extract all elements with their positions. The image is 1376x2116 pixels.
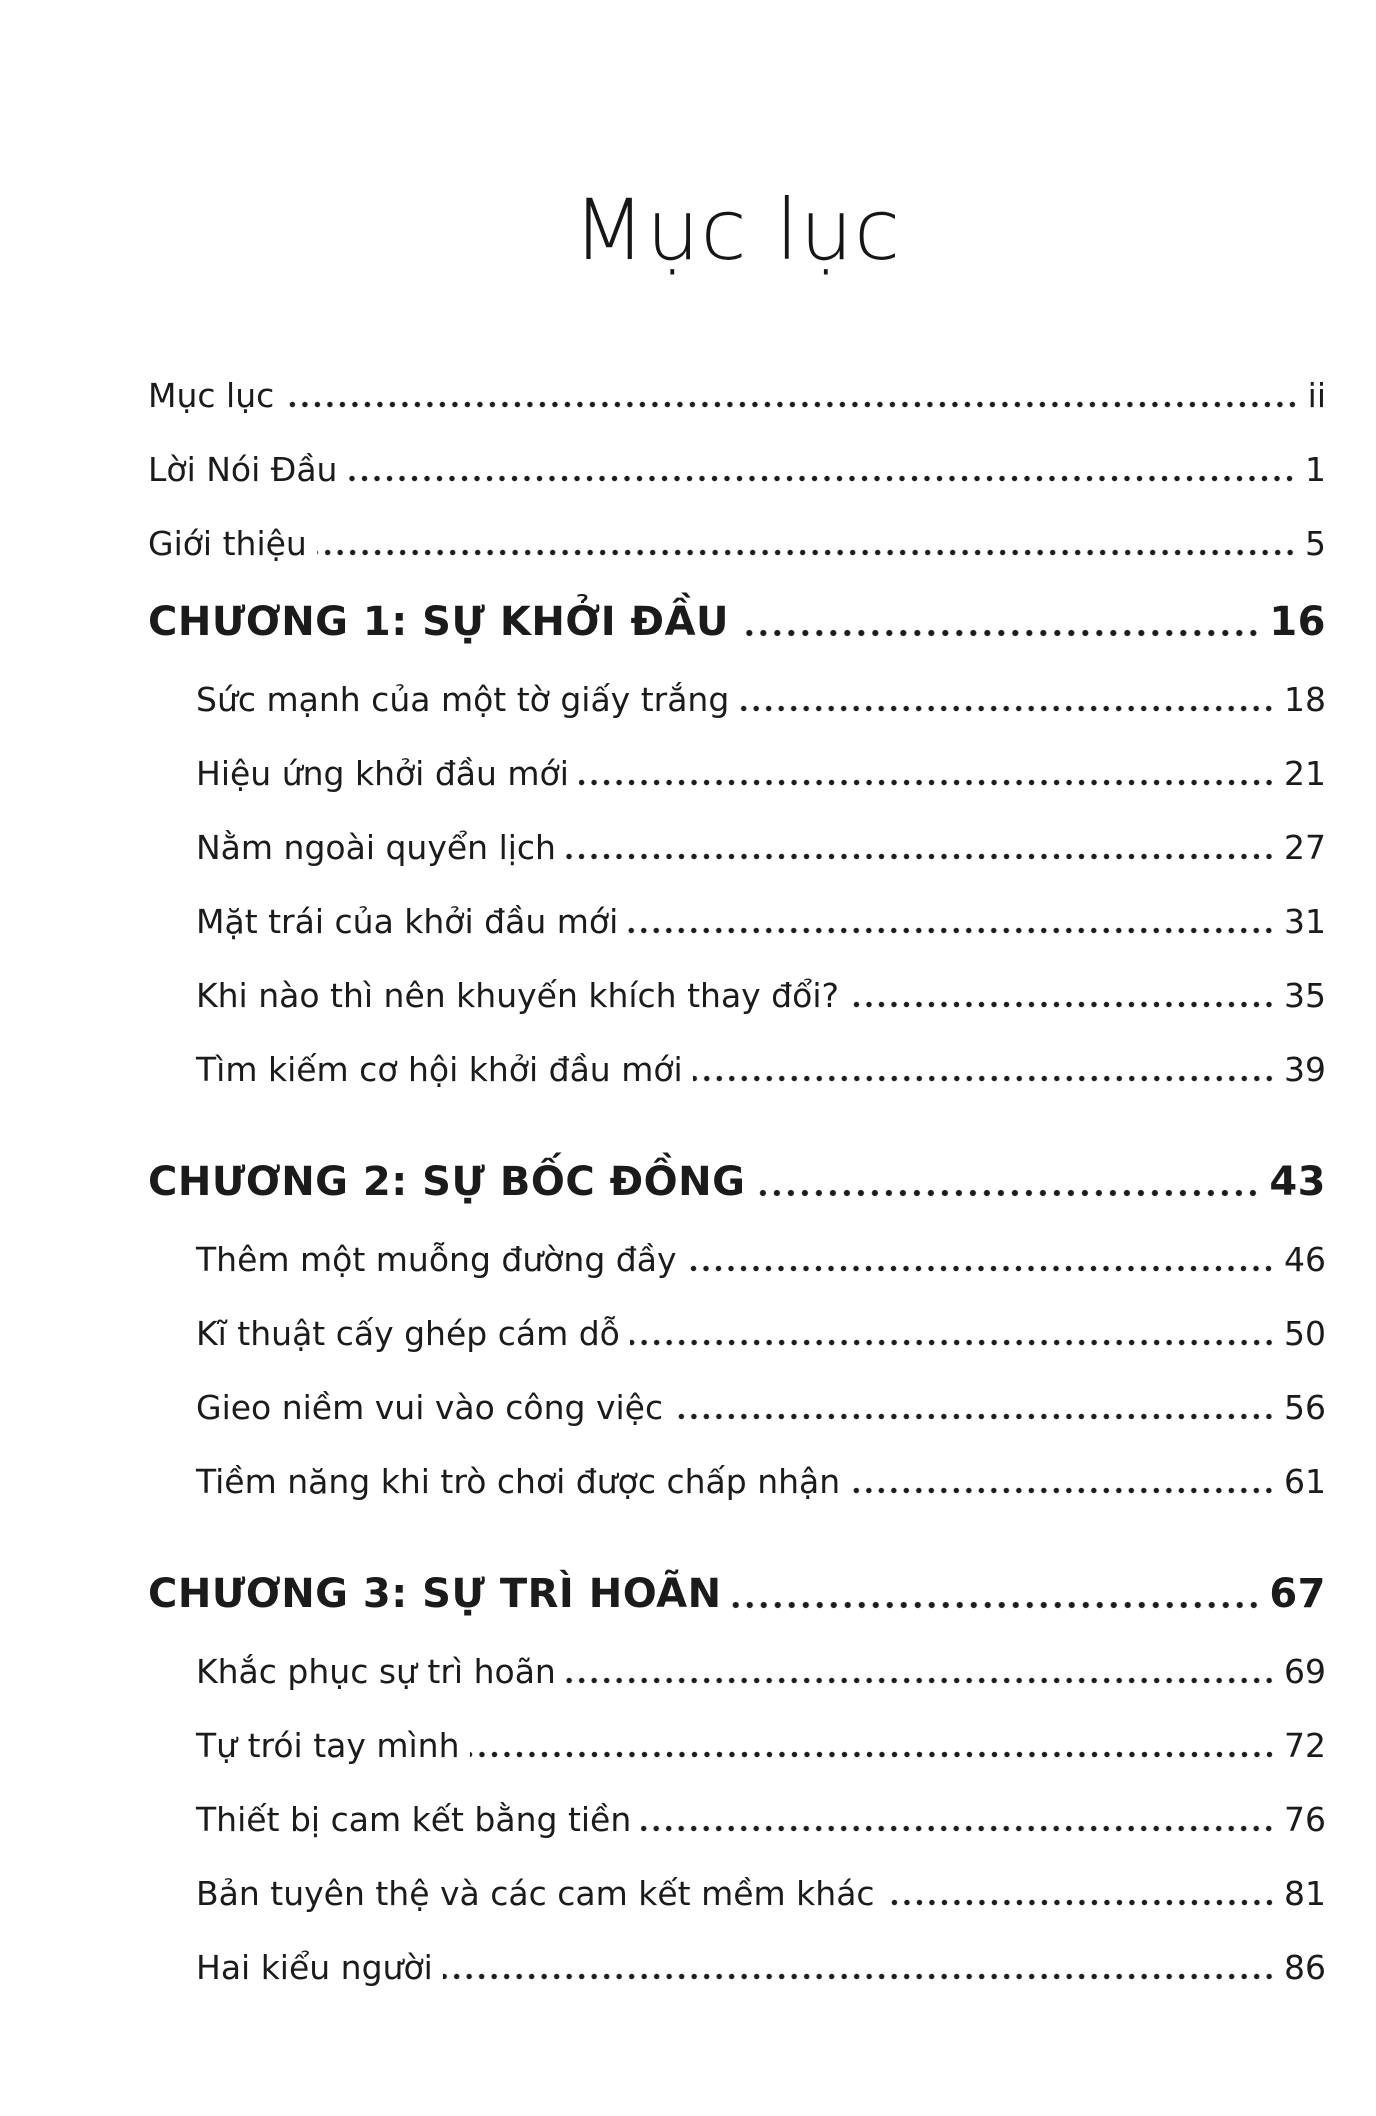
toc-entry <box>148 1314 1326 1354</box>
toc-entry <box>148 1948 1326 1988</box>
toc-entry-label: Hiệu ứng khởi đầu mới <box>196 754 569 794</box>
toc-entry-label: Bản tuyên thệ và các cam kết mềm khác <box>196 1874 875 1914</box>
toc-entry <box>148 450 1326 490</box>
toc-entry-page: 43 <box>1269 1159 1326 1206</box>
toc-entry-label: Tự trói tay mình <box>196 1726 460 1766</box>
toc-entry-label: Giới thiệu <box>148 524 307 564</box>
dot-leader <box>630 1339 1278 1346</box>
dot-leader <box>850 1487 1278 1494</box>
toc-entry-page: 50 <box>1284 1314 1326 1354</box>
toc-entry-page: 18 <box>1284 680 1326 720</box>
toc-entry-label: Thiết bị cam kết bằng tiền <box>196 1800 632 1840</box>
toc-entry <box>148 1158 1326 1206</box>
toc-entry-label: Gieo niềm vui vào công việc <box>196 1388 664 1428</box>
dot-leader <box>347 475 1299 482</box>
toc-entry-page: 27 <box>1284 828 1326 868</box>
dot-leader <box>579 779 1278 786</box>
toc-entry <box>148 524 1326 564</box>
toc-entry-label: Kĩ thuật cấy ghép cám dỗ <box>196 1314 620 1354</box>
toc-entry <box>148 902 1326 942</box>
toc-entry-label: Sức mạnh của một tờ giấy trắng <box>196 680 730 720</box>
page-title: Mục lục <box>572 181 902 279</box>
toc-entry <box>148 976 1326 1016</box>
toc-entry <box>148 1874 1326 1914</box>
dot-leader <box>566 1677 1278 1684</box>
toc-entry-page: 46 <box>1284 1240 1326 1280</box>
toc-entry-page: 16 <box>1269 599 1326 646</box>
toc-entry <box>148 1652 1326 1692</box>
toc-entry <box>148 598 1326 646</box>
toc-entry <box>148 1240 1326 1280</box>
toc-entry-page: 76 <box>1284 1800 1326 1840</box>
toc-entry <box>148 1726 1326 1766</box>
dot-leader <box>566 853 1278 860</box>
toc-entry-page: 21 <box>1284 754 1326 794</box>
dot-leader <box>885 1899 1278 1906</box>
dot-leader <box>849 1001 1278 1008</box>
toc-entry-label: Khắc phục sự trì hoãn <box>196 1652 556 1692</box>
toc-entry <box>148 1800 1326 1840</box>
toc-entry-page: 1 <box>1305 450 1326 490</box>
toc-entry-label: Nằm ngoài quyển lịch <box>196 828 556 868</box>
dot-leader <box>673 1413 1278 1420</box>
toc-list <box>148 376 1326 1988</box>
toc-entry <box>148 1388 1326 1428</box>
toc-entry-page: 5 <box>1305 524 1326 564</box>
dot-leader <box>755 1189 1263 1197</box>
toc-entry-label: CHƯƠNG 2: SỰ BỐC ĐỒNG <box>148 1159 746 1206</box>
toc-entry-page: 67 <box>1269 1571 1326 1618</box>
toc-entry-page: 31 <box>1284 902 1326 942</box>
toc-entry <box>148 376 1326 416</box>
toc-entry <box>148 1570 1326 1618</box>
toc-entry-label: Khi nào thì nên khuyến khích thay đổi? <box>196 976 840 1016</box>
dot-leader <box>739 629 1263 637</box>
toc-entry-page: 35 <box>1284 976 1326 1016</box>
toc-entry-page: 72 <box>1284 1726 1326 1766</box>
toc-entry-page: 61 <box>1284 1462 1326 1502</box>
dot-leader <box>686 1265 1278 1272</box>
toc-entry-label: Hai kiểu người <box>196 1948 433 1988</box>
toc-entry-label: CHƯƠNG 1: SỰ KHỞI ĐẦU <box>148 599 730 646</box>
dot-leader <box>628 927 1278 934</box>
dot-leader <box>317 549 1299 556</box>
toc-entry-page: 81 <box>1284 1874 1326 1914</box>
toc-entry-label: Mặt trái của khởi đầu mới <box>196 902 619 942</box>
dot-leader <box>284 401 1301 408</box>
toc-entry <box>148 1050 1326 1090</box>
toc-entry <box>148 754 1326 794</box>
toc-entry-label: Thêm một muỗng đường đầy <box>196 1240 677 1280</box>
dot-leader <box>693 1075 1278 1082</box>
dot-leader <box>732 1601 1264 1609</box>
dot-leader <box>470 1751 1278 1758</box>
dot-leader <box>641 1825 1278 1832</box>
toc-entry-label: Mục lục <box>148 376 275 416</box>
toc-entry-page: 86 <box>1284 1948 1326 1988</box>
toc-entry-page: 39 <box>1284 1050 1326 1090</box>
toc-entry <box>148 828 1326 868</box>
toc-entry <box>148 680 1326 720</box>
toc-entry-label: Lời Nói Đầu <box>148 450 338 490</box>
toc-entry-page: 69 <box>1284 1652 1326 1692</box>
toc-entry-label: Tiềm năng khi trò chơi được chấp nhận <box>196 1462 841 1502</box>
toc-entry-page: ii <box>1307 376 1326 416</box>
toc-entry-page: 56 <box>1284 1388 1326 1428</box>
toc-entry-label: Tìm kiếm cơ hội khởi đầu mới <box>196 1050 683 1090</box>
dot-leader <box>739 705 1278 712</box>
dot-leader <box>443 1973 1278 1980</box>
toc-entry-label: CHƯƠNG 3: SỰ TRÌ HOÃN <box>148 1571 722 1618</box>
toc-entry <box>148 1462 1326 1502</box>
